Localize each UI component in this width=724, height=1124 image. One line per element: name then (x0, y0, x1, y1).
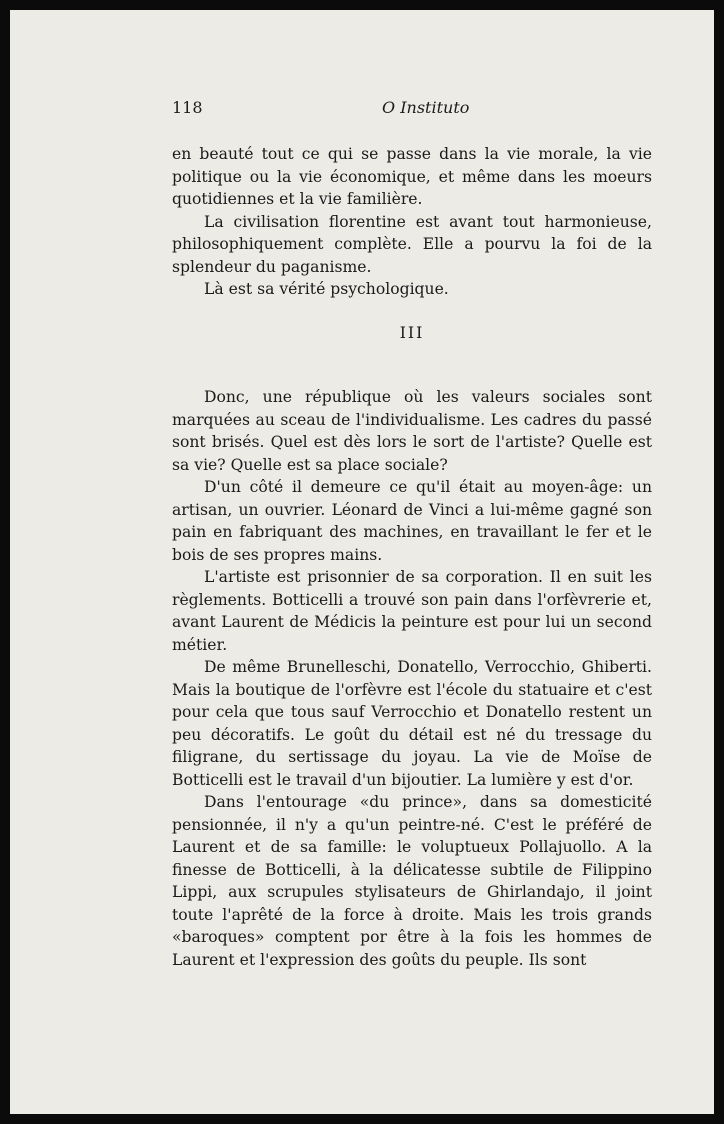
paragraph: Dans l'entourage «du prince», dans sa domesticité pensionnée, il n'y a qu'un peintre-né. C'est le préféré de Laurent et de sa famille: le voluptueux Pollajuollo. A la finesse de Botticelli, à la délicatesse subtile de Filippino Lippi, aux scrupules stylisateurs de Ghirlandajo, il joint toute l'aprêté de la force à droite. Mais les trois grands «baroques» comptent por être à la fois les hommes de Laurent et l'expression des goûts du peuple. Ils sont (172, 793, 652, 969)
running-title: O Instituto (382, 98, 470, 117)
book-page (10, 10, 714, 1114)
paragraph: De même Brunelleschi, Donatello, Verrocchio, Ghiberti. Mais la boutique de l'orfèvre est l'école du statuaire et c'est pour cela que tous sauf Verrocchio et Donatello restent un peu décoratifs. Le goût du détail est né du tressage du filigrane, du sertissage du joyau. La vie de Moïse de Botticelli est le travail d'un bijoutier. La lumière y est d'or. (172, 658, 652, 789)
paragraph: Là est sa vérité psychologique. (204, 280, 449, 298)
paragraph: La civilisation florentine est avant tout harmonieuse, philosophiquement complète. Elle a pourvu la foi de la splendeur du paganisme. (172, 212, 652, 276)
body-text (172, 143, 652, 971)
page-number: 118 (172, 98, 203, 117)
paragraph: L'artiste est prisonnier de sa corporation. Il en suit les règlements. Botticelli a trouvé son pain dans l'orfèvrerie et, avant Laurent de Médicis la peinture est pour lui un second métier. (172, 568, 652, 654)
page-header (172, 98, 652, 122)
section-heading: III (399, 323, 425, 342)
paragraph: en beauté tout ce qui se passe dans la vie morale, la vie politique ou la vie économique, et même dans les moeurs quotidiennes et la vie familière. (172, 145, 652, 208)
paragraph: Donc, une république où les valeurs sociales sont marquées au sceau de l'individualisme. Les cadres du passé sont brisés. Quel est dès lors le sort de l'artiste? Quelle est sa vie? Quelle est sa place sociale? (172, 388, 652, 474)
paragraph: D'un côté il demeure ce qu'il était au moyen-âge: un artisan, un ouvrier. Léonard de Vinci a lui-même gagné son pain en fabriquant des machines, en travaillant le fer et le bois de ses propres mains. (172, 478, 652, 564)
